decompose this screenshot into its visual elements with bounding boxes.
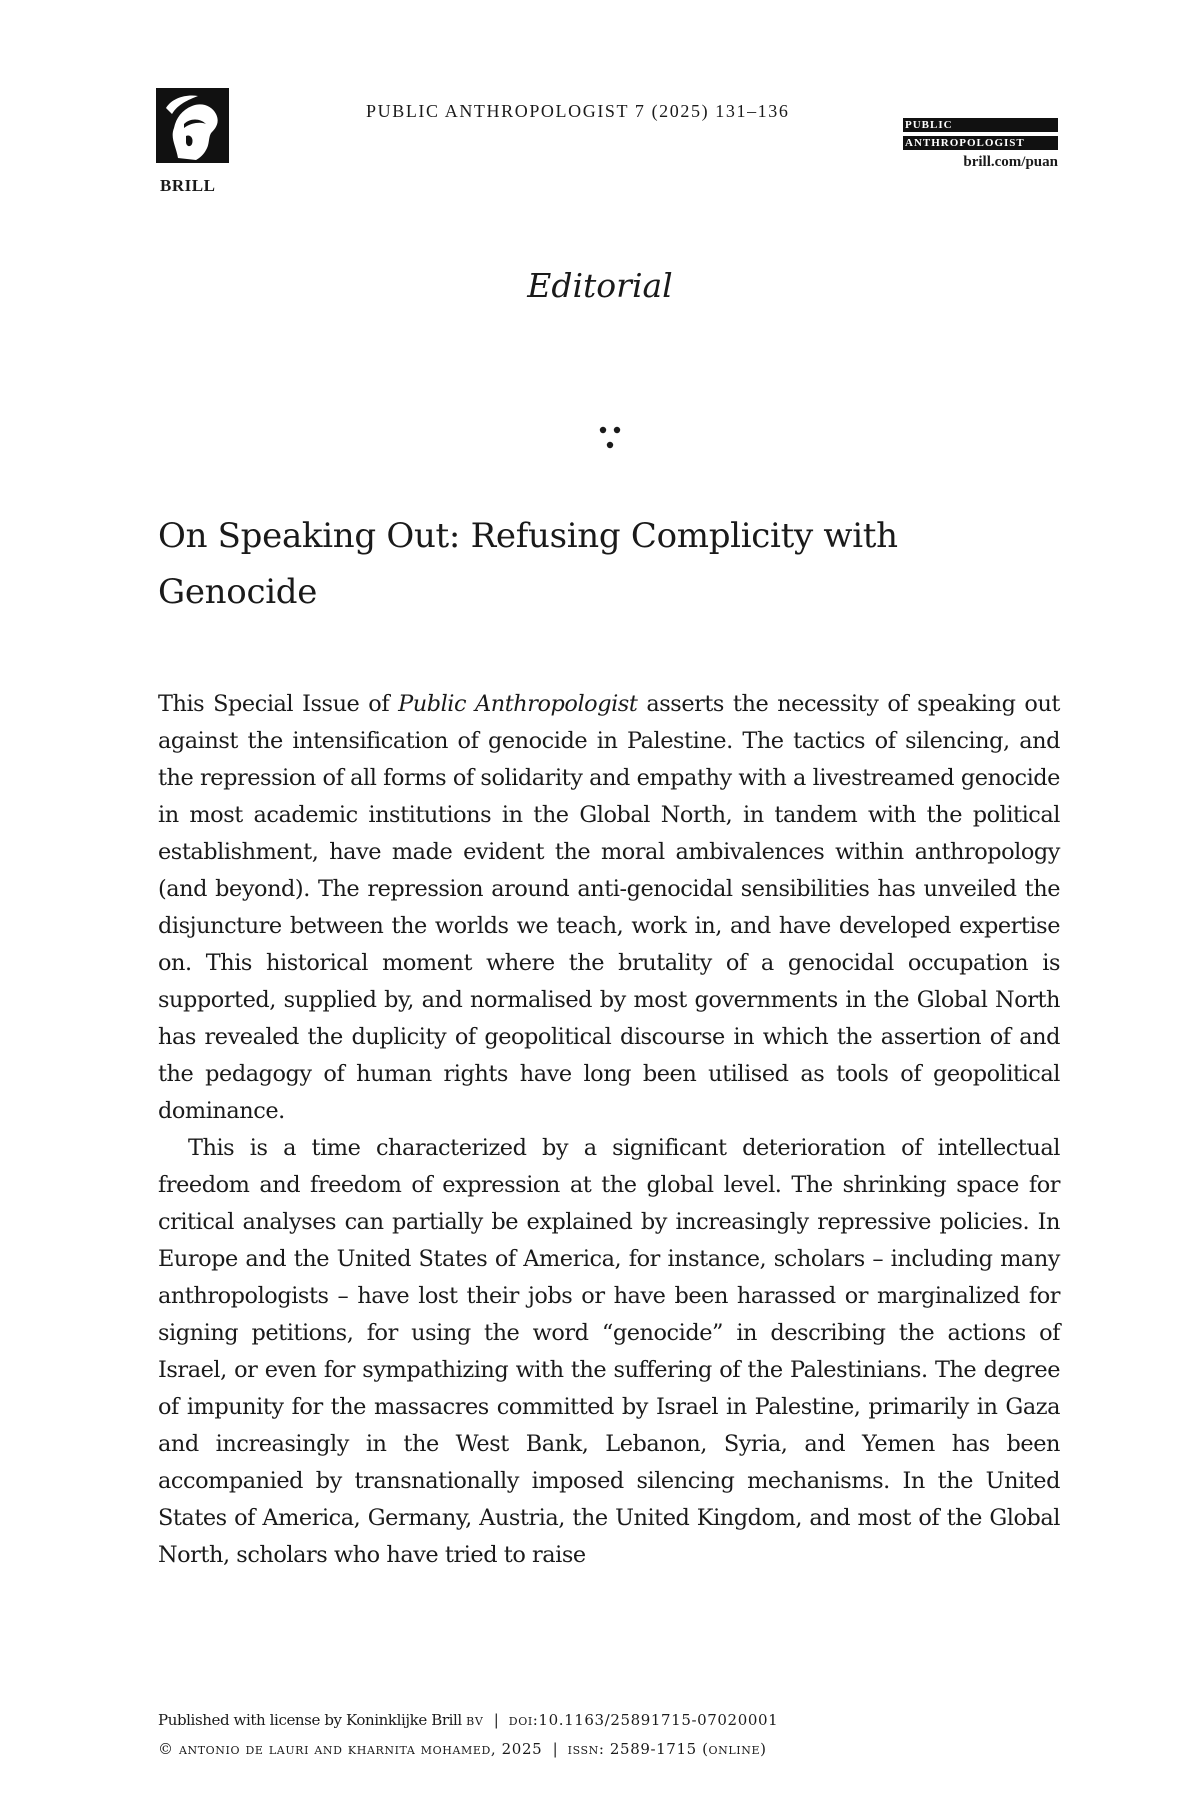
footer-divider: | [493, 1711, 499, 1729]
masthead-line-1: PUBLIC [903, 118, 1058, 132]
paragraph-1-rest: asserts the necessity of speaking out against the intensification of genocide in Palestine. The tactics of silencing, and the repression of all forms of solidarity and empathy with a livestreamed genocide in most academic institutions in the Global North, in tandem with the political establishment, have made evident the moral ambivalences within anthropology (and beyond). The repression around anti-genocidal sensibilities has unveiled the disjuncture between the worlds we teach, work in, and have developed expertise on. This historical moment where the brutality of a genocidal occupation is supported, supplied by, and normalised by most governments in the Global North has revealed the duplicity of geopolitical discourse in which the assertion of and the pedagogy of human rights have long been utilised as tools of geopolitical dominance. [158, 691, 1060, 1124]
issn-text: issn: 2589-1715 (online) [567, 1740, 767, 1758]
paragraph-2: This is a time characterized by a significant deterioration of intellectual freedom and freedom of expression at the global level. The shrinking space for critical analyses can partially be explained by increasingly repressive policies. In Europe and the United States of America, for instance, scholars – including many anthropologists – have lost their jobs or have been harassed or marginalized for signing petitions, for using the word “genocide” in describing the actions of Israel, or even for sympathizing with the suffering of the Palestinians. The degree of impunity for the massacres committed by Israel in Palestine, primarily in Gaza and increasingly in the West Bank, Lebanon, Syria, and Yemen has been accompanied by transnationally imposed silencing mechanisms. In the United States of America, Germany, Austria, the United Kingdom, and most of the Global North, scholars who have tried to raise [158, 1135, 1060, 1568]
footer-line-1 [158, 1706, 1058, 1735]
publisher-name: BRILL [160, 176, 216, 195]
page-footer [158, 1706, 1058, 1764]
journal-name-italic: Public Anthropologist [398, 691, 638, 717]
ornament-icon [595, 423, 625, 453]
doi-text[interactable]: doi:10.1163/25891715-07020001 [508, 1711, 779, 1729]
section-label: Editorial [527, 266, 673, 305]
journal-url[interactable]: brill.com/puan [963, 154, 1058, 170]
journal-masthead [903, 118, 1058, 171]
paragraph-1 [158, 686, 1060, 1130]
brill-head-icon [156, 88, 229, 163]
article-body [158, 686, 1060, 1574]
footer-line-2 [158, 1735, 1058, 1764]
paragraph-1-lead: This Special Issue of [158, 691, 399, 717]
license-text: Published with license by Koninklijke Brill [158, 1711, 462, 1729]
masthead-line-2: ANTHROPOLOGIST [903, 136, 1058, 150]
journal-reference: PUBLIC ANTHROPOLOGIST 7 (2025) 131–136 [366, 101, 790, 121]
license-suffix: bv [466, 1711, 484, 1729]
article-title: On Speaking Out: Refusing Complicity with Genocide [158, 516, 898, 612]
footer-divider: | [552, 1740, 558, 1758]
brill-logo [156, 88, 229, 163]
copyright-text: © antonio de lauri and kharnita mohamed, 2025 [158, 1740, 543, 1758]
